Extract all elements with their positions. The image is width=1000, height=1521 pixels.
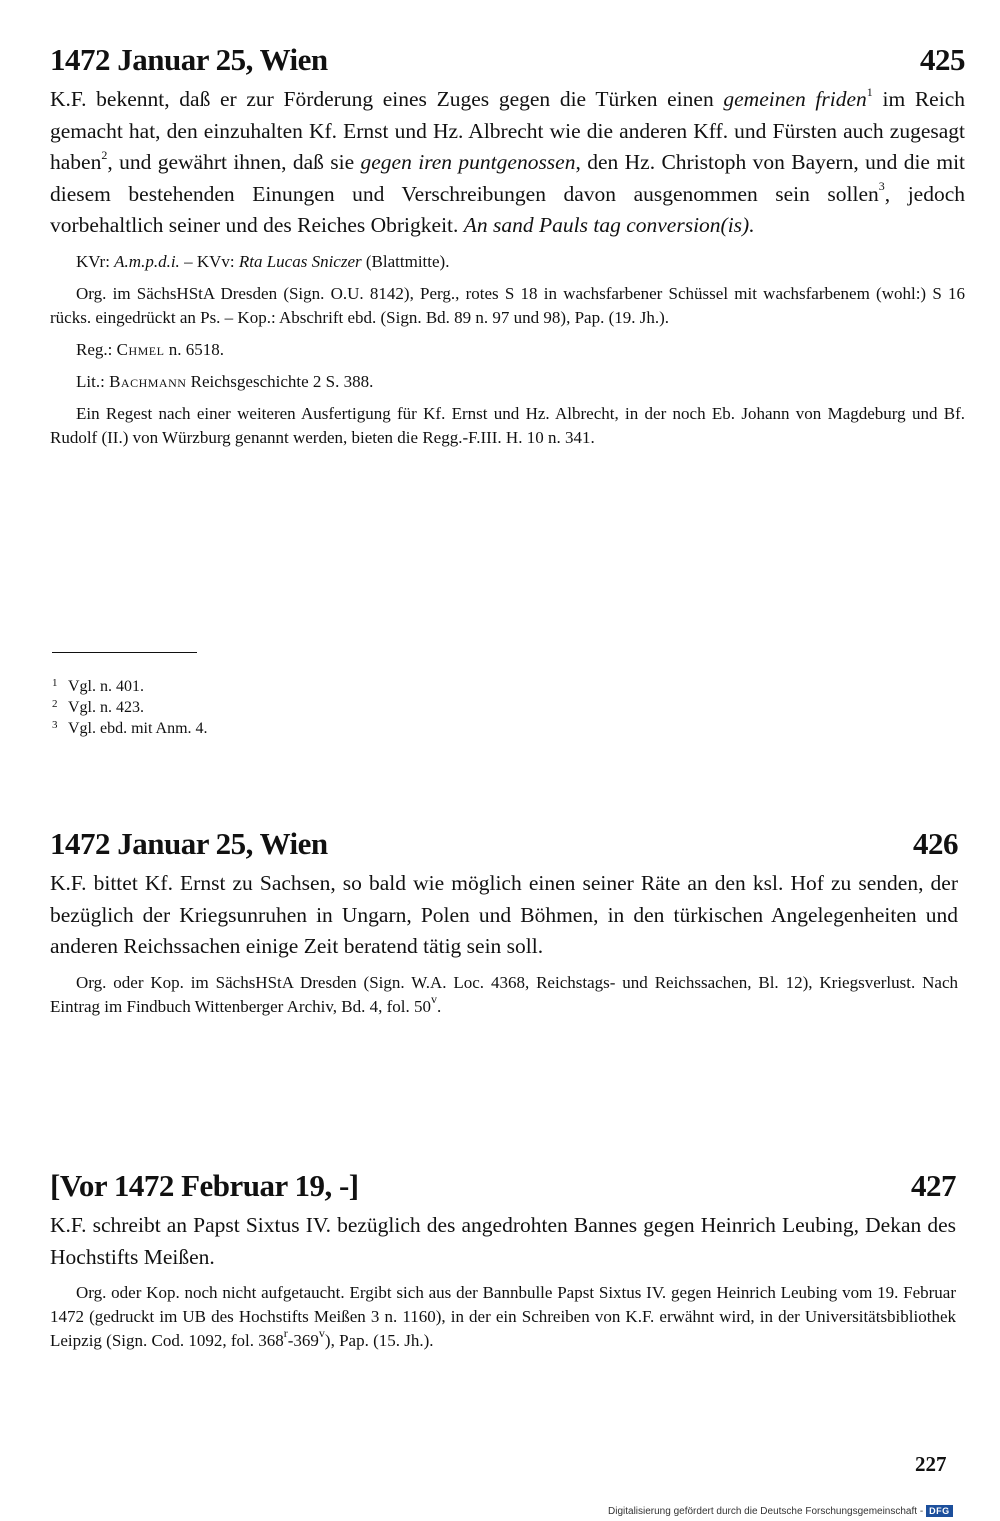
footnote-ref: 2 [101, 147, 108, 162]
digitization-credit: Digitalisierung gefördert durch die Deutsche Forschungsgemeinschaft - DFG [608, 1505, 953, 1517]
entry-426 [50, 826, 958, 1019]
entry-number: 426 [913, 826, 958, 861]
original-source-note: Org. im SächsHStA Dresden (Sign. O.U. 8142), Perg., rotes S 18 in wachsfarbener Schüssel mit wachsfarbenem (wohl:) S 16 rücks. eingedrückt an Ps. – Kop.: Abschrift ebd. (Sign. Bd. 89 n. 97 und 98), Pap. (19. Jh.). [50, 283, 965, 327]
footnote-ref: 1 [866, 84, 873, 99]
entry-date-place: 1472 Januar 25, Wien [50, 42, 328, 77]
entry-summary: K.F. schreibt an Papst Sixtus IV. bezüglich des angedrohten Bannes gegen Heinrich Leubing, Dekan des Hochstifts Meißen. [50, 1213, 956, 1269]
regest-reference: Reg.: Chmel n. 6518. [76, 339, 224, 359]
entry-heading [50, 826, 958, 862]
literature-reference: Lit.: Bachmann Reichsgeschichte 2 S. 388. [76, 371, 374, 391]
footnote-ref: 3 [878, 179, 885, 194]
page-number: 227 [915, 1452, 947, 1476]
entry-427 [50, 1168, 956, 1353]
additional-regest-note: Ein Regest nach einer weiteren Ausfertigung für Kf. Ernst und Hz. Albrecht, in der noch Eb. Johann von Magdeburg und Bf. Rudolf (II.) von Würzburg genannt werden, bieten die Regg.-F.III. H. 10 n. 341. [50, 403, 965, 447]
entry-number: 425 [920, 42, 965, 77]
dfg-logo: DFG [926, 1505, 953, 1517]
entry-number: 427 [911, 1168, 956, 1203]
entry-heading [50, 1168, 956, 1204]
quote-italic: An sand Pauls tag conversion(is). [463, 213, 755, 237]
quote-italic: gegen iren puntgenossen [360, 150, 576, 174]
entry-425 [50, 42, 965, 450]
entry-summary: K.F. bekennt, daß er zur Förderung eines Zuges gegen die Türken einen gemeinen friden$^1$ im Reich gemacht hat, den einzuhalten Kf. Ernst und Hz. Albrecht wie die anderen Kff. und Fürsten auch zugesagt haben$^2$, und gewährt ihnen, daß sie gegen iren puntgenossen, den Hz. Christoph von Bayern, und die mit diesem bestehenden Einungen und Verschreibungen davon ausgenommen sein sollen$^3$, jedoch vorbehaltlich seiner und des Reiches Obrigkeit. An sand Pauls tag conversion(is). [50, 84, 966, 237]
original-source-note: Org. oder Kop. noch nicht aufgetaucht. Ergibt sich aus der Bannbulle Papst Sixtus IV. gegen Heinrich Leubing vom 19. Februar 1472 (gedruckt im UB des Hochstifts Meißen 3 n. 1160), in der ein Schreiben von K.F. erwähnt wird, in der Universitätsbibliothek Leipzig (Sign. Cod. 1092, fol. 368$^r$-369$^v$), Pap. (15. Jh.). [50, 1283, 956, 1350]
quote-italic: gemeinen friden [723, 87, 867, 111]
footnote: 1 Vgl. n. 401. [52, 677, 144, 695]
entry-date-place: [Vor 1472 Februar 19, -] [50, 1168, 359, 1203]
kanzleivermerk: KVr: A.m.p.d.i. – KVv: Rta Lucas Sniczer (Blattmitte). [76, 251, 450, 271]
entry-summary: K.F. bittet Kf. Ernst zu Sachsen, so bald wie möglich einen seiner Räte an den ksl. Hof zu senden, der bezüglich der Kriegsunruhen in Ungarn, Polen und Böhmen, in den türkischen Angelegenheiten und anderen Reichssachen einige Zeit beratend tätig sein soll. [50, 871, 958, 958]
original-source-note: Org. oder Kop. im SächsHStA Dresden (Sign. W.A. Loc. 4368, Reichstags- und Reichssachen, Bl. 12), Kriegsverlust. Nach Eintrag im Findbuch Wittenberger Archiv, Bd. 4, fol. 50$^v$. [50, 972, 958, 1016]
footnote: 2 Vgl. n. 423. [52, 698, 144, 716]
footnote-separator [52, 652, 197, 653]
entry-heading [50, 42, 965, 78]
footnotes [52, 676, 208, 739]
footnote: 3 Vgl. ebd. mit Anm. 4. [52, 719, 208, 737]
entry-date-place: 1472 Januar 25, Wien [50, 826, 328, 861]
